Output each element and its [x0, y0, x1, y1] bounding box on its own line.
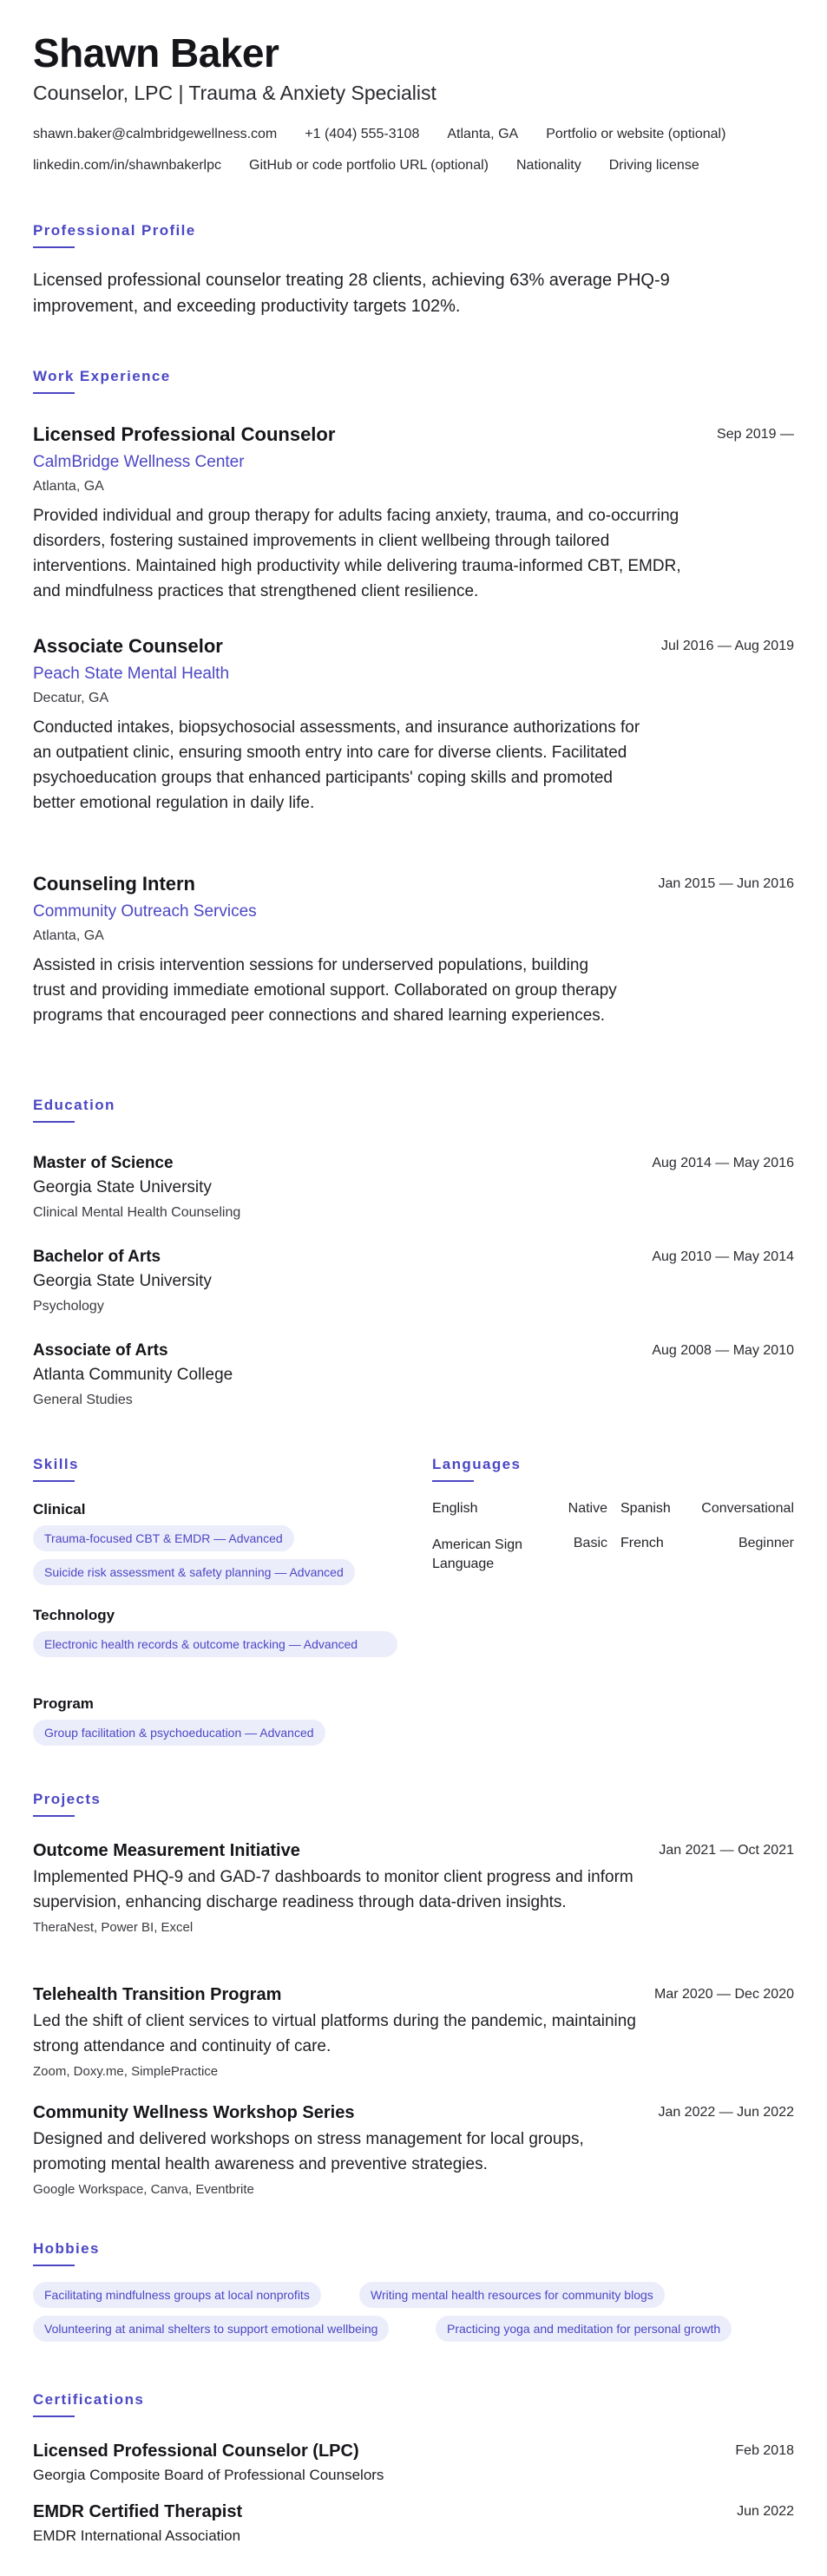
education-degree: Bachelor of Arts	[33, 1248, 161, 1266]
contact-location: Atlanta, GA	[447, 127, 519, 141]
job-company: Peach State Mental Health	[33, 665, 230, 683]
language-level: Beginner	[738, 1536, 794, 1550]
education-field: General Studies	[33, 1393, 133, 1407]
certification-date: Feb 2018	[735, 2443, 794, 2458]
contact-linkedin[interactable]: linkedin.com/in/shawnbakerlpc	[33, 158, 221, 173]
project-description: Designed and delivered workshops on stress management for local groups, promoting mental health awareness and preventive strategies.	[33, 2130, 584, 2173]
certification-entry	[33, 2502, 794, 2545]
education-entry	[33, 1341, 794, 1408]
job-dates: Jul 2016 — Aug 2019	[660, 639, 794, 653]
education-degree: Associate of Arts	[33, 1341, 168, 1360]
contact-row-1	[33, 127, 797, 142]
skill-pill: Electronic health records & outcome tracking — Advanced	[33, 1631, 397, 1657]
job-description: Conducted intakes, biopsychosocial assessments, and insurance authorizations for an outpatient clinic, ensuring smooth entry into care for diverse clients. Facilitated psychoeducation groups that enhanced participants' coping skills and promoted better emotional regulation in daily life.	[33, 718, 640, 812]
project-entry	[33, 1841, 794, 1935]
contact-email[interactable]: shawn.baker@calmbridgewellness.com	[33, 127, 278, 141]
certification-org: Georgia Composite Board of Professional Counselors	[33, 2467, 384, 2483]
project-description: Led the shift of client services to virtual platforms during the pandemic, maintaining strong attendance and continuity of care.	[33, 2012, 636, 2055]
education-dates: Aug 2014 — May 2016	[652, 1156, 794, 1170]
profile-summary: Licensed professional counselor treating 28 clients, achieving 63% average PHQ-9 improvement, and exceeding productivity targets 102%.	[33, 271, 670, 316]
skill-category: Clinical	[33, 1501, 86, 1517]
skill-category: Program	[33, 1695, 94, 1712]
project-title: Community Wellness Workshop Series	[33, 2103, 355, 2122]
language-level: Conversational	[701, 1501, 794, 1516]
section-heading-experience: Work Experience	[33, 368, 171, 384]
candidate-subtitle: Counselor, LPC | Trauma & Anxiety Specialist	[33, 82, 436, 104]
job-entry	[33, 635, 794, 816]
job-entry	[33, 873, 794, 1028]
language-name: French	[620, 1536, 664, 1550]
education-school: Georgia State University	[33, 1272, 212, 1290]
certification-name: Licensed Professional Counselor (LPC)	[33, 2442, 359, 2461]
education-dates: Aug 2010 — May 2014	[652, 1249, 794, 1264]
education-field: Clinical Mental Health Counseling	[33, 1205, 241, 1220]
language-name: American Sign Language	[432, 1537, 523, 1571]
job-description: Provided individual and group therapy for adults facing anxiety, trauma, and co-occurring disorders, fostering sustained improvements in client wellbeing through tailored interventions. Maintained high productivity while delivering trauma-informed CBT, EMDR, and mindfulness practices that strengthened client resilience.	[33, 507, 681, 600]
project-description: Implemented PHQ-9 and GAD-7 dashboards to monitor client progress and inform supervision, enhancing discharge readiness through data-driven insights.	[33, 1868, 633, 1911]
contact-phone[interactable]: +1 (404) 555-3108	[305, 127, 420, 141]
language-level: Basic	[573, 1536, 607, 1550]
job-location: Atlanta, GA	[33, 928, 104, 943]
section-heading-skills: Skills	[33, 1456, 79, 1472]
contact-row-2	[33, 158, 797, 174]
language-name: English	[432, 1501, 478, 1516]
job-company: CalmBridge Wellness Center	[33, 453, 245, 471]
job-title: Associate Counselor	[33, 635, 223, 657]
contact-github[interactable]: GitHub or code portfolio URL (optional)	[249, 158, 489, 173]
certification-name: EMDR Certified Therapist	[33, 2502, 243, 2521]
education-school: Georgia State University	[33, 1178, 212, 1196]
section-heading-profile: Professional Profile	[33, 222, 196, 239]
education-field: Psychology	[33, 1299, 104, 1314]
skill-pill: Group facilitation & psychoeducation — Advanced	[33, 1720, 325, 1746]
hobby-pill: Volunteering at animal shelters to support emotional wellbeing	[33, 2316, 389, 2342]
section-heading-projects: Projects	[33, 1791, 102, 1807]
certification-org: EMDR International Association	[33, 2527, 241, 2544]
project-tech: Zoom, Doxy.me, SimplePractice	[33, 2064, 219, 2079]
skill-category: Technology	[33, 1607, 115, 1623]
hobby-pill: Facilitating mindfulness groups at local nonprofits	[33, 2282, 321, 2308]
contact-nationality: Nationality	[515, 158, 581, 173]
project-entry	[33, 1985, 794, 2079]
project-dates: Mar 2020 — Dec 2020	[654, 1987, 794, 2002]
contact-portfolio[interactable]: Portfolio or website (optional)	[546, 127, 726, 141]
job-company: Community Outreach Services	[33, 902, 257, 921]
candidate-name: Shawn Baker	[33, 30, 279, 75]
job-title: Licensed Professional Counselor	[33, 423, 336, 445]
project-title: Outcome Measurement Initiative	[33, 1841, 300, 1860]
hobby-pill: Writing mental health resources for community blogs	[359, 2282, 665, 2308]
job-entry	[33, 423, 794, 604]
education-school: Atlanta Community College	[33, 1366, 233, 1384]
language-name: Spanish	[620, 1501, 671, 1516]
project-title: Telehealth Transition Program	[33, 1985, 282, 2004]
project-tech: Google Workspace, Canva, Eventbrite	[33, 2182, 254, 2197]
hobby-pill: Practicing yoga and meditation for personal growth	[436, 2316, 732, 2342]
education-dates: Aug 2008 — May 2010	[652, 1343, 794, 1358]
section-heading-education: Education	[33, 1097, 115, 1113]
language-level: Native	[568, 1501, 607, 1516]
section-heading-languages: Languages	[432, 1456, 522, 1472]
contact-driving-license: Driving license	[608, 158, 699, 173]
project-dates: Jan 2022 — Jun 2022	[658, 2105, 794, 2120]
education-entry	[33, 1154, 794, 1221]
job-location: Atlanta, GA	[33, 479, 104, 494]
project-entry	[33, 2103, 794, 2197]
job-dates: Jan 2015 — Jun 2016	[658, 876, 794, 891]
job-description: Assisted in crisis intervention sessions for underserved populations, building trust and providing immediate emotional support. Collaborated on group therapy programs that encouraged peer connections and shared learning experiences.	[33, 956, 617, 1025]
job-title: Counseling Intern	[33, 873, 195, 895]
certification-entry	[33, 2442, 794, 2484]
certification-date: Jun 2022	[737, 2504, 794, 2519]
education-entry	[33, 1248, 794, 1314]
project-dates: Jan 2021 — Oct 2021	[659, 1843, 794, 1858]
skill-pill: Trauma-focused CBT & EMDR — Advanced	[33, 1525, 294, 1551]
job-location: Decatur, GA	[33, 691, 109, 705]
section-heading-hobbies: Hobbies	[33, 2240, 100, 2257]
project-tech: TheraNest, Power BI, Excel	[33, 1920, 194, 1935]
section-heading-certifications: Certifications	[33, 2391, 145, 2408]
skill-pill: Suicide risk assessment & safety planning — Advanced	[33, 1559, 355, 1585]
education-degree: Master of Science	[33, 1154, 174, 1172]
job-dates: Sep 2019 —	[717, 427, 794, 442]
